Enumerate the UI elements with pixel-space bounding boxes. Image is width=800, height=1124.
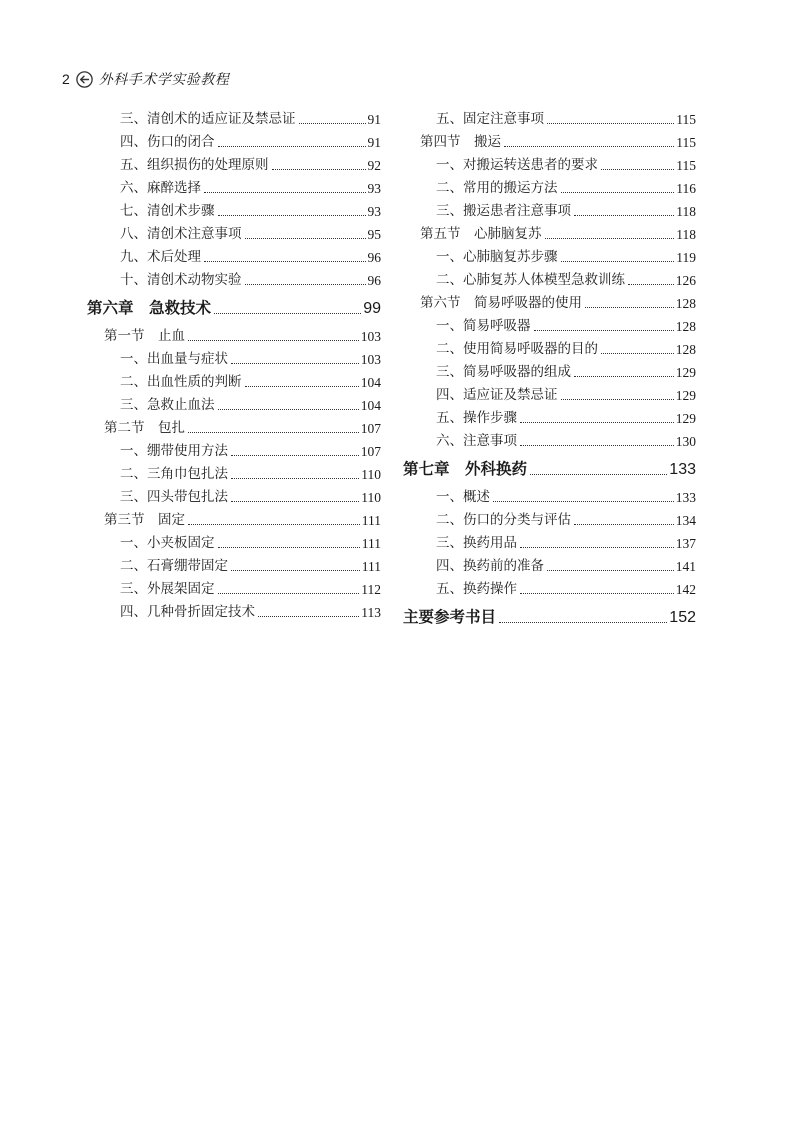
toc-item-entry[interactable] xyxy=(403,361,696,384)
toc-item-entry[interactable] xyxy=(403,407,696,430)
toc-item-entry[interactable] xyxy=(403,555,696,578)
toc-entry-title: 第四节 搬运 xyxy=(420,134,501,150)
toc-item-entry[interactable] xyxy=(87,371,381,394)
dot-leader xyxy=(299,122,366,124)
dot-leader xyxy=(561,398,674,400)
toc-item-entry[interactable] xyxy=(403,246,696,269)
toc-entry-page-number: 115 xyxy=(676,135,696,150)
toc-section-entry[interactable] xyxy=(403,292,696,315)
toc-entry-title: 第五节 心肺脑复苏 xyxy=(420,226,542,242)
toc-entry-page-number: 95 xyxy=(367,227,381,242)
toc-entry-title: 七、清创术步骤 xyxy=(120,203,215,219)
toc-item-entry[interactable] xyxy=(403,430,696,453)
dot-leader xyxy=(218,145,366,147)
toc-entry-title: 一、绷带使用方法 xyxy=(120,443,228,459)
toc-entry-title: 四、几种骨折固定技术 xyxy=(120,604,255,620)
dot-leader xyxy=(520,546,674,548)
toc-entry-title: 五、换药操作 xyxy=(436,581,517,597)
dot-leader xyxy=(231,500,359,502)
dot-leader xyxy=(231,569,360,571)
toc-entry-page-number: 93 xyxy=(367,181,381,196)
toc-left-column xyxy=(87,108,381,624)
toc-item-entry[interactable] xyxy=(403,154,696,177)
dot-leader xyxy=(214,312,361,314)
toc-entry-page-number: 134 xyxy=(675,513,696,528)
toc-item-entry[interactable] xyxy=(87,486,381,509)
toc-section-entry[interactable] xyxy=(87,509,381,532)
toc-item-entry[interactable] xyxy=(403,532,696,555)
toc-entry-title: 一、简易呼吸器 xyxy=(436,318,531,334)
toc-entry-title: 主要参考书目 xyxy=(403,608,497,626)
toc-entry-title: 十、清创术动物实验 xyxy=(120,272,242,288)
toc-entry-page-number: 104 xyxy=(360,398,381,413)
toc-entry-page-number: 107 xyxy=(360,421,381,436)
toc-entry-page-number: 92 xyxy=(367,158,381,173)
toc-entry-title: 六、麻醉选择 xyxy=(120,180,201,196)
toc-item-entry[interactable] xyxy=(403,269,696,292)
toc-entry-title: 第六章 急救技术 xyxy=(87,299,212,317)
toc-chapter-entry[interactable] xyxy=(403,601,696,634)
toc-item-entry[interactable] xyxy=(403,315,696,338)
dot-leader xyxy=(188,339,359,341)
toc-item-entry[interactable] xyxy=(87,532,381,555)
toc-item-entry[interactable] xyxy=(87,440,381,463)
dot-leader xyxy=(218,592,360,594)
toc-entry-page-number: 116 xyxy=(676,181,696,196)
toc-item-entry[interactable] xyxy=(87,463,381,486)
toc-entry-page-number: 129 xyxy=(675,365,696,380)
toc-entry-page-number: 107 xyxy=(360,444,381,459)
toc-entry-page-number: 103 xyxy=(360,352,381,367)
toc-entry-page-number: 110 xyxy=(361,467,381,482)
toc-entry-title: 三、简易呼吸器的组成 xyxy=(436,364,571,380)
toc-entry-page-number: 111 xyxy=(361,536,381,551)
toc-item-entry[interactable] xyxy=(87,108,381,131)
toc-entry-title: 三、外展架固定 xyxy=(120,581,215,597)
toc-entry-title: 第一节 止血 xyxy=(104,328,185,344)
dot-leader xyxy=(499,621,667,623)
dot-leader xyxy=(245,385,359,387)
toc-entry-page-number: 91 xyxy=(367,135,381,150)
toc-entry-page-number: 110 xyxy=(361,490,381,505)
toc-entry-page-number: 128 xyxy=(675,342,696,357)
toc-item-entry[interactable] xyxy=(403,200,696,223)
toc-entry-page-number: 113 xyxy=(361,605,381,620)
dot-leader xyxy=(574,375,674,377)
dot-leader xyxy=(574,214,674,216)
dot-leader xyxy=(245,283,366,285)
dot-leader xyxy=(188,523,360,525)
dot-leader xyxy=(628,283,674,285)
toc-entry-title: 一、出血量与症状 xyxy=(120,351,228,367)
toc-item-entry[interactable] xyxy=(403,486,696,509)
dot-leader xyxy=(204,191,366,193)
toc-entry-page-number: 103 xyxy=(360,329,381,344)
toc-item-entry[interactable] xyxy=(87,394,381,417)
toc-item-entry[interactable] xyxy=(403,509,696,532)
toc-entry-page-number: 93 xyxy=(367,204,381,219)
dot-leader xyxy=(547,122,674,124)
toc-entry-title: 三、换药用品 xyxy=(436,535,517,551)
dot-leader xyxy=(561,191,675,193)
toc-entry-title: 第三节 固定 xyxy=(104,512,185,528)
toc-section-entry[interactable] xyxy=(87,417,381,440)
dot-leader xyxy=(231,477,359,479)
dot-leader xyxy=(245,237,366,239)
dot-leader xyxy=(231,362,359,364)
toc-entry-page-number: 137 xyxy=(675,536,696,551)
toc-item-entry[interactable] xyxy=(87,223,381,246)
toc-item-entry[interactable] xyxy=(87,131,381,154)
dot-leader xyxy=(272,168,366,170)
toc-right-column xyxy=(403,108,696,634)
dot-leader xyxy=(520,421,674,423)
toc-entry-title: 一、心肺脑复苏步骤 xyxy=(436,249,558,265)
toc-section-entry[interactable] xyxy=(403,131,696,154)
toc-entry-title: 八、清创术注意事项 xyxy=(120,226,242,242)
toc-entry-title: 三、清创术的适应证及禁忌证 xyxy=(120,111,296,127)
toc-item-entry[interactable] xyxy=(87,348,381,371)
toc-entry-page-number: 119 xyxy=(676,250,696,265)
toc-entry-title: 三、四头带包扎法 xyxy=(120,489,228,505)
toc-entry-page-number: 115 xyxy=(676,158,696,173)
toc-entry-title: 九、术后处理 xyxy=(120,249,201,265)
toc-entry-page-number: 96 xyxy=(367,250,381,265)
toc-entry-page-number: 128 xyxy=(675,319,696,334)
toc-entry-title: 二、出血性质的判断 xyxy=(120,374,242,390)
toc-entry-page-number: 99 xyxy=(363,300,381,317)
toc-entry-page-number: 112 xyxy=(361,582,381,597)
toc-entry-title: 六、注意事项 xyxy=(436,433,517,449)
toc-entry-title: 一、概述 xyxy=(436,489,490,505)
dot-leader xyxy=(520,444,674,446)
toc-entry-title: 二、三角巾包扎法 xyxy=(120,466,228,482)
toc-entry-page-number: 111 xyxy=(361,559,381,574)
dot-leader xyxy=(218,546,360,548)
toc-entry-page-number: 96 xyxy=(367,273,381,288)
toc-entry-title: 一、小夹板固定 xyxy=(120,535,215,551)
toc-entry-page-number: 118 xyxy=(676,227,696,242)
toc-section-entry[interactable] xyxy=(87,325,381,348)
toc-entry-title: 四、换药前的准备 xyxy=(436,558,544,574)
toc-item-entry[interactable] xyxy=(87,246,381,269)
toc-item-entry[interactable] xyxy=(403,578,696,601)
toc-section-entry[interactable] xyxy=(403,223,696,246)
dot-leader xyxy=(204,260,366,262)
toc-entry-title: 五、固定注意事项 xyxy=(436,111,544,127)
toc-entry-title: 第六节 简易呼吸器的使用 xyxy=(420,295,582,311)
toc-entry-page-number: 133 xyxy=(669,461,696,478)
toc-chapter-entry[interactable] xyxy=(87,292,381,325)
dot-leader xyxy=(188,431,359,433)
toc-entry-title: 三、搬运患者注意事项 xyxy=(436,203,571,219)
toc-entry-title: 二、常用的搬运方法 xyxy=(436,180,558,196)
toc-entry-page-number: 115 xyxy=(676,112,696,127)
dot-leader xyxy=(493,500,674,502)
page-header xyxy=(62,68,229,90)
toc-item-entry[interactable] xyxy=(87,200,381,223)
toc-item-entry[interactable] xyxy=(87,601,381,624)
toc-item-entry[interactable] xyxy=(87,154,381,177)
back-arrow-icon xyxy=(76,71,93,88)
page-number: 2 xyxy=(62,71,70,87)
dot-leader xyxy=(520,592,674,594)
toc-item-entry[interactable] xyxy=(403,177,696,200)
toc-entry-page-number: 104 xyxy=(360,375,381,390)
toc-entry-title: 五、组织损伤的处理原则 xyxy=(120,157,269,173)
toc-entry-title: 二、使用简易呼吸器的目的 xyxy=(436,341,598,357)
toc-entry-page-number: 126 xyxy=(675,273,696,288)
toc-entry-title: 二、心肺复苏人体模型急救训练 xyxy=(436,272,625,288)
toc-entry-title: 五、操作步骤 xyxy=(436,410,517,426)
book-title: 外科手术学实验教程 xyxy=(98,72,230,88)
toc-entry-title: 三、急救止血法 xyxy=(120,397,215,413)
toc-item-entry[interactable] xyxy=(87,269,381,292)
toc-item-entry[interactable] xyxy=(87,555,381,578)
toc-entry-title: 第二节 包扎 xyxy=(104,420,185,436)
toc-item-entry[interactable] xyxy=(87,578,381,601)
toc-chapter-entry[interactable] xyxy=(403,453,696,486)
dot-leader xyxy=(601,352,674,354)
toc-entry-page-number: 91 xyxy=(367,112,381,127)
dot-leader xyxy=(585,306,674,308)
dot-leader xyxy=(218,408,359,410)
toc-entry-page-number: 129 xyxy=(675,388,696,403)
dot-leader xyxy=(601,168,674,170)
dot-leader xyxy=(530,473,667,475)
toc-entry-title: 一、对搬运转送患者的要求 xyxy=(436,157,598,173)
toc-entry-title: 四、适应证及禁忌证 xyxy=(436,387,558,403)
toc-entry-page-number: 118 xyxy=(676,204,696,219)
dot-leader xyxy=(545,237,675,239)
toc-entry-page-number: 128 xyxy=(675,296,696,311)
dot-leader xyxy=(561,260,675,262)
toc-entry-page-number: 152 xyxy=(669,609,696,626)
toc-entry-page-number: 130 xyxy=(675,434,696,449)
toc-entry-page-number: 133 xyxy=(675,490,696,505)
toc-entry-title: 第七章 外科换药 xyxy=(403,460,528,478)
toc-entry-title: 四、伤口的闭合 xyxy=(120,134,215,150)
toc-item-entry[interactable] xyxy=(403,108,696,131)
dot-leader xyxy=(258,615,359,617)
toc-entry-title: 二、石膏绷带固定 xyxy=(120,558,228,574)
dot-leader xyxy=(574,523,674,525)
toc-entry-page-number: 141 xyxy=(675,559,696,574)
toc-entry-page-number: 129 xyxy=(675,411,696,426)
toc-item-entry[interactable] xyxy=(403,338,696,361)
toc-item-entry[interactable] xyxy=(87,177,381,200)
toc-entry-page-number: 111 xyxy=(361,513,381,528)
toc-entry-title: 二、伤口的分类与评估 xyxy=(436,512,571,528)
dot-leader xyxy=(547,569,674,571)
toc-item-entry[interactable] xyxy=(403,384,696,407)
dot-leader xyxy=(534,329,674,331)
dot-leader xyxy=(504,145,674,147)
dot-leader xyxy=(231,454,359,456)
dot-leader xyxy=(218,214,366,216)
toc-entry-page-number: 142 xyxy=(675,582,696,597)
